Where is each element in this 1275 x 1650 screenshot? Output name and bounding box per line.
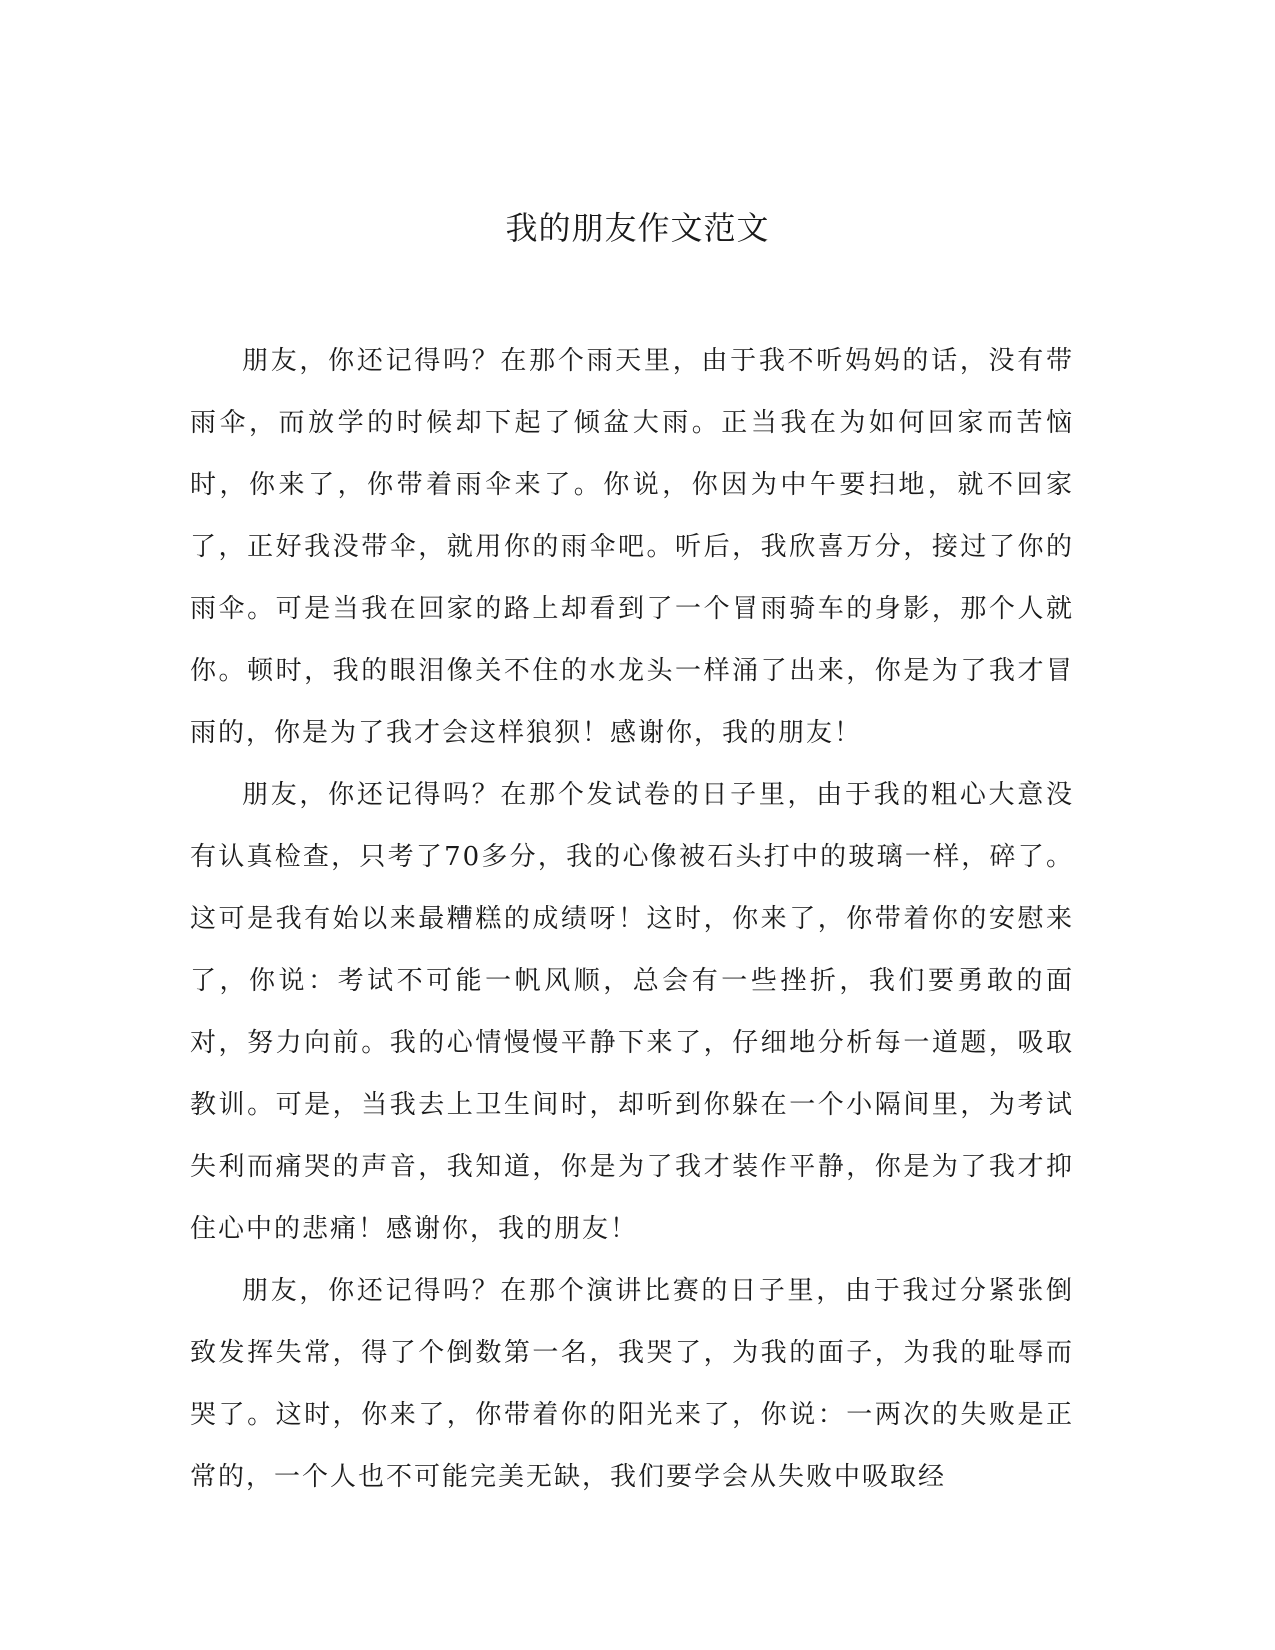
paragraph-2: 朋友，你还记得吗？在那个发试卷的日子里，由于我的粗心大意没有认真检查，只考了70多分，我的心像被石头打中的玻璃一样，碎了。这可是我有始以来最糟糕的成绩呀！这时，你来了，你带着你的安慰来了，你说：考试不可能一帆风顺，总会有一些挫折，我们要勇敢的面对，努力向前。我的心情慢慢平静下来了，仔细地分析每一道题，吸取教训。可是，当我去上卫生间时，却听到你躲在一个小隔间里，为考试失利而痛哭的声音，我知道，你是为了我才装作平静，你是为了我才抑住心中的悲痛！感谢你，我的朋友！	[190, 780, 1074, 1244]
document-title: 我的朋友作文范文	[505, 209, 770, 247]
paragraph-3: 朋友，你还记得吗？在那个演讲比赛的日子里，由于我过分紧张倒致发挥失常，得了个倒数第一名，我哭了，为我的面子，为我的耻辱而哭了。这时，你来了，你带着你的阳光来了，你说：一两次的失败是正常的，一个人也不可能完美无缺，我们要学会从失败中吸取经	[190, 1276, 1074, 1492]
paragraph-1: 朋友，你还记得吗？在那个雨天里，由于我不听妈妈的话，没有带雨伞，而放学的时候却下起了倾盆大雨。正当我在为如何回家而苦恼时，你来了，你带着雨伞来了。你说，你因为中午要扫地，就不回家了，正好我没带伞，就用你的雨伞吧。听后，我欣喜万分，接过了你的雨伞。可是当我在回家的路上却看到了一个冒雨骑车的身影，那个人就你。顿时，我的眼泪像关不住的水龙头一样涌了出来，你是为了我才冒雨的，你是为了我才会这样狼狈！感谢你，我的朋友！	[190, 346, 1074, 748]
document-body	[190, 330, 1074, 1508]
